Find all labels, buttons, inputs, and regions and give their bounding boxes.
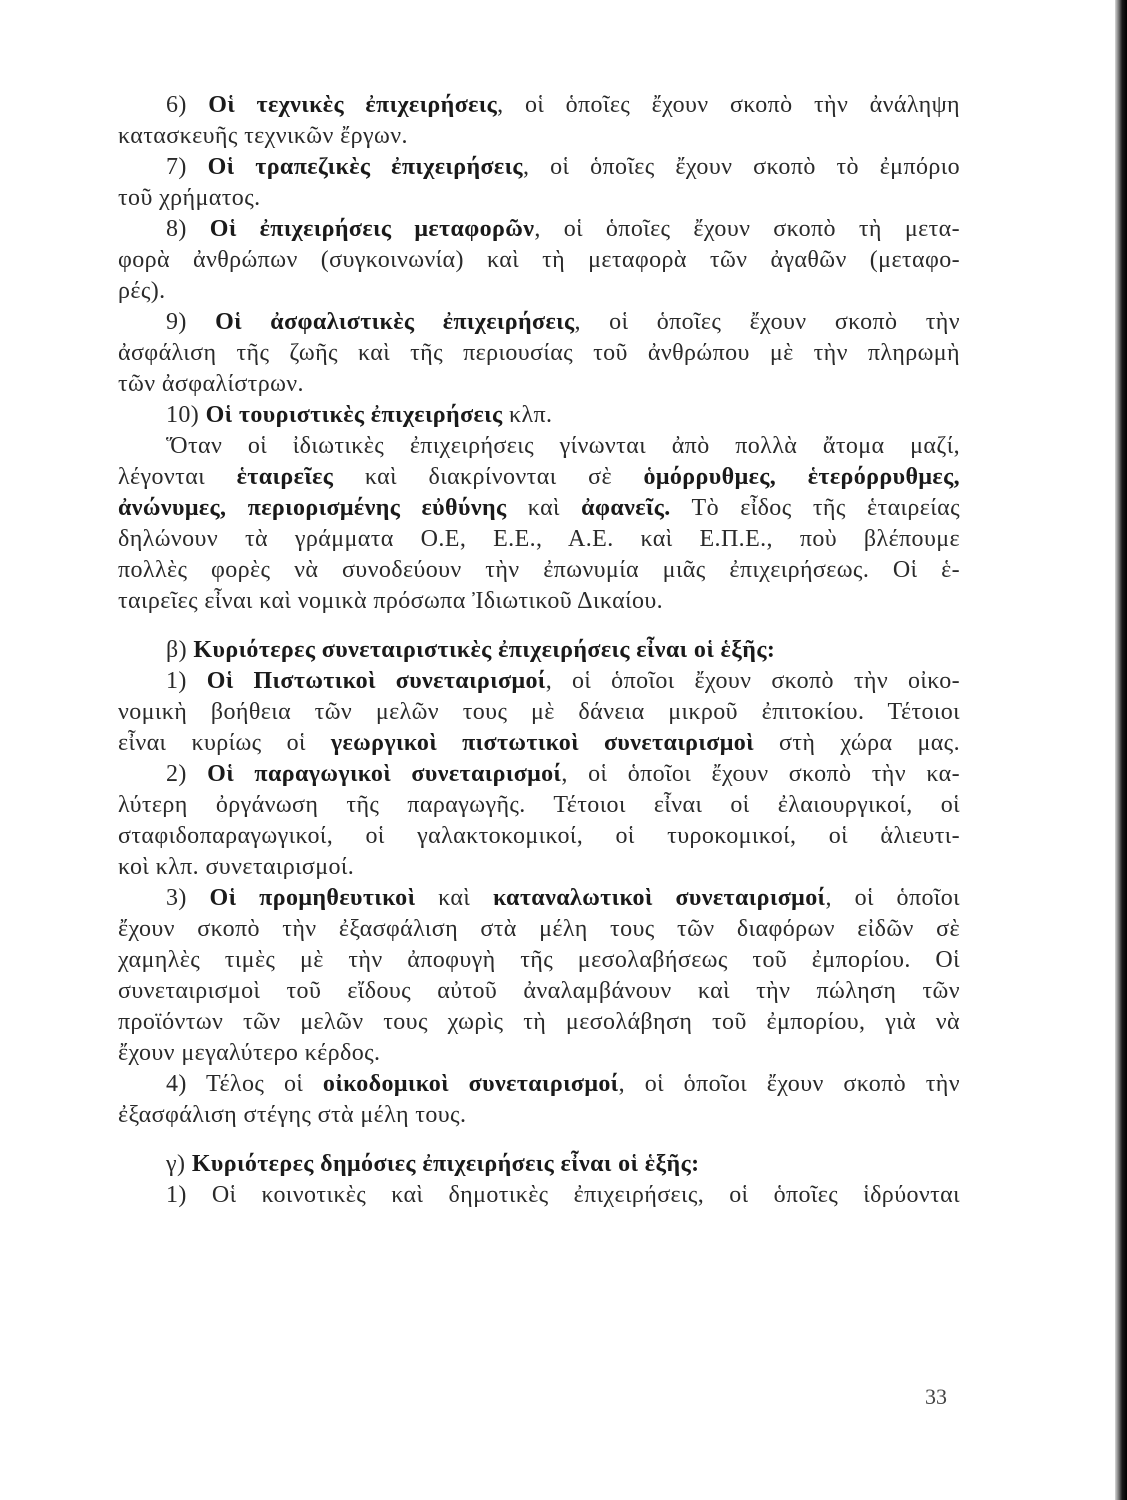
bold-term: Οἱ τραπεζικὲς ἐπιχειρήσεις	[207, 154, 523, 180]
bold-term: Κυριότερες συνεταιριστικὲς ἐπιχειρήσεις εἶναι οἱ ἑξῆς:	[193, 637, 776, 663]
text-run: σταφιδοπαραγωγικοί, οἱ γαλακτοκομικοί, οἱ τυροκομικοί, οἱ ἁλιευτι-	[118, 823, 960, 849]
bold-term: ἀνώνυμες, περιορισμένης εὐθύνης	[118, 495, 507, 521]
text-line	[118, 524, 960, 555]
text-run: ἔχουν μεγαλύτερο κέρδος.	[118, 1040, 381, 1066]
page-number: 33	[925, 1384, 947, 1409]
text-line	[118, 152, 960, 183]
text-line	[118, 790, 960, 821]
text-line	[118, 697, 960, 728]
bold-term: Οἱ προμηθευτικοὶ	[209, 885, 416, 911]
text-line	[118, 976, 960, 1007]
text-run: 8)	[166, 216, 210, 242]
bold-term: Οἱ τουριστικὲς ἐπιχειρήσεις	[205, 402, 503, 428]
text-run: καὶ διακρίνονται σὲ	[333, 464, 644, 490]
text-run: δηλώνουν τὰ γράμματα Ο.Ε, Ε.Ε., Α.Ε. καὶ Ε.Π.Ε., ποὺ βλέπουμε	[118, 526, 960, 552]
text-run: Ὅταν οἱ ἰδιωτικὲς ἐπιχειρήσεις γίνωνται ἀπὸ πολλὰ ἄτομα μαζί,	[166, 433, 960, 459]
text-line	[118, 914, 960, 945]
bold-term: Οἱ παραγωγικοὶ συνεταιρισμοί	[207, 761, 562, 787]
text-line	[118, 431, 960, 462]
document-body	[118, 90, 960, 1211]
paragraph-gap	[118, 617, 960, 635]
text-run: ἐξασφάλιση στέγης στὰ μέλη τους.	[118, 1102, 467, 1128]
text-line	[118, 245, 960, 276]
text-run: 6)	[166, 92, 209, 118]
text-line	[118, 1069, 960, 1100]
text-run: ἔχουν σκοπὸ τὴν ἐξασφάλιση στὰ μέλη τους τῶν διαφόρων εἰδῶν σὲ	[118, 916, 960, 942]
text-line	[118, 462, 960, 493]
text-run: , οἱ ὁποῖες ἔχουν σκοπὸ τὴ μετα-	[534, 216, 960, 242]
bold-term: καταναλωτικοὶ συνεταιρισμοί	[493, 885, 826, 911]
text-line	[118, 759, 960, 790]
text-run: 10)	[166, 402, 206, 428]
text-run: κοὶ κλπ. συνεταιρισμοί.	[118, 854, 355, 880]
text-line	[118, 1038, 960, 1069]
text-run: τῶν ἀσφαλίστρων.	[118, 371, 304, 397]
text-line	[118, 728, 960, 759]
text-run: , οἱ ὁποῖες ἔχουν σκοπὸ τὴν ἀνάληψη	[497, 92, 960, 118]
text-run: β)	[166, 637, 194, 663]
text-run: γ)	[166, 1151, 192, 1177]
text-run: φορὰ ἀνθρώπων (συγκοινωνία) καὶ τὴ μεταφορὰ τῶν ἀγαθῶν (μεταφο-	[118, 247, 960, 273]
text-run: νομικὴ βοήθεια τῶν μελῶν τους μὲ δάνεια μικροῦ ἐπιτοκίου. Τέτοιοι	[118, 699, 960, 725]
text-line	[118, 945, 960, 976]
text-line	[118, 90, 960, 121]
text-run: , οἱ ὁποῖοι ἔχουν σκοπὸ τὴν	[618, 1071, 960, 1097]
text-run: ἀσφάλιση τῆς ζωῆς καὶ τῆς περιουσίας τοῦ ἀνθρώπου μὲ τὴν πληρωμὴ	[118, 340, 960, 366]
text-run: προϊόντων τῶν μελῶν τους χωρὶς τὴ μεσολάβηση τοῦ ἐμπορίου, γιὰ νὰ	[118, 1009, 960, 1035]
text-line	[118, 307, 960, 338]
text-line	[118, 635, 960, 666]
text-line	[118, 883, 960, 914]
text-run: καὶ	[506, 495, 582, 521]
text-run: Τὸ εἶδος τῆς ἑταιρείας	[670, 495, 960, 521]
bold-term: Οἱ ἀσφαλιστικὲς ἐπιχειρήσεις	[215, 309, 575, 335]
text-run: πολλὲς φορὲς νὰ συνοδεύουν τὴν ἐπωνυμία μιᾶς ἐπιχειρήσεως. Οἱ ἑ-	[118, 557, 960, 583]
text-run: , οἱ ὁποῖοι ἔχουν σκοπὸ τὴν κα-	[561, 761, 960, 787]
text-line	[118, 1007, 960, 1038]
text-line	[118, 493, 960, 524]
text-run: , οἱ ὁποῖες ἔχουν σκοπὸ τὸ ἐμπόριο	[522, 154, 961, 180]
page-edge-shadow	[1115, 0, 1127, 1500]
text-line	[118, 1149, 960, 1180]
text-line	[118, 276, 960, 307]
text-run: 2)	[166, 761, 208, 787]
text-line	[118, 369, 960, 400]
bold-term: ἑταιρεῖες	[236, 464, 334, 490]
text-run: 1)	[166, 668, 207, 694]
text-line	[118, 555, 960, 586]
text-line	[118, 121, 960, 152]
bold-term: ἀφανεῖς.	[581, 495, 671, 521]
bold-term: Οἱ ἐπιχειρήσεις μεταφορῶν	[209, 216, 535, 242]
text-line	[118, 400, 960, 431]
text-run: 3)	[166, 885, 210, 911]
text-run: λύτερη ὀργάνωση τῆς παραγωγῆς. Τέτοιοι εἶναι οἱ ἐλαιουργικοί, οἱ	[118, 792, 960, 818]
text-line	[118, 338, 960, 369]
text-run: καὶ	[415, 885, 494, 911]
text-run: , οἱ ὁποῖοι ἔχουν σκοπὸ τὴν οἰκο-	[545, 668, 960, 694]
bold-term: Οἱ Πιστωτικοὶ συνεταιρισμοί	[206, 668, 546, 694]
text-line	[118, 852, 960, 883]
bold-term: ὁμόρρυθμες, ἑτερόρρυθμες,	[643, 464, 960, 490]
text-run: 4) Τέλος οἱ	[166, 1071, 323, 1097]
text-run: 7)	[166, 154, 208, 180]
text-run: συνεταιρισμοὶ τοῦ εἴδους αὐτοῦ ἀναλαμβάνουν καὶ τὴν πώληση τῶν	[118, 978, 960, 1004]
text-run: στὴ χώρα μας.	[753, 730, 960, 756]
text-line	[118, 666, 960, 697]
text-line	[118, 183, 960, 214]
text-line	[118, 1180, 960, 1211]
text-run: ταιρεῖες εἶναι καὶ νομικὰ πρόσωπα Ἰδιωτικοῦ Δικαίου.	[118, 588, 664, 614]
text-run: , οἱ ὁποῖες ἔχουν σκοπὸ τὴν	[574, 309, 960, 335]
text-run: , οἱ ὁποῖοι	[825, 885, 960, 911]
bold-term: γεωργικοὶ πιστωτικοὶ συνεταιρισμοὶ	[330, 730, 754, 756]
text-run: 9)	[166, 309, 216, 335]
text-run: κατασκευῆς τεχνικῶν ἔργων.	[118, 123, 408, 149]
text-run: χαμηλὲς τιμὲς μὲ τὴν ἀποφυγὴ τῆς μεσολαβήσεως τοῦ ἐμπορίου. Οἱ	[118, 947, 960, 973]
text-run: 1) Οἱ κοινοτικὲς καὶ δημοτικὲς ἐπιχειρήσεις, οἱ ὁποῖες ἱδρύονται	[166, 1182, 960, 1208]
text-line	[118, 821, 960, 852]
paragraph-gap	[118, 1131, 960, 1149]
bold-term: Οἱ τεχνικὲς ἐπιχειρήσεις	[208, 92, 498, 118]
bold-term: οἰκοδομικοὶ συνεταιρισμοί	[322, 1071, 619, 1097]
text-line	[118, 1100, 960, 1131]
text-run: ρές).	[118, 278, 166, 304]
text-line	[118, 586, 960, 617]
text-run: τοῦ χρήματος.	[118, 185, 261, 211]
text-run: λέγονται	[118, 464, 237, 490]
text-run: κλπ.	[502, 402, 553, 428]
text-run: εἶναι κυρίως οἱ	[118, 730, 331, 756]
text-line	[118, 214, 960, 245]
bold-term: Κυριότερες δημόσιες ἐπιχειρήσεις εἶναι οἱ ἑξῆς:	[191, 1151, 700, 1177]
